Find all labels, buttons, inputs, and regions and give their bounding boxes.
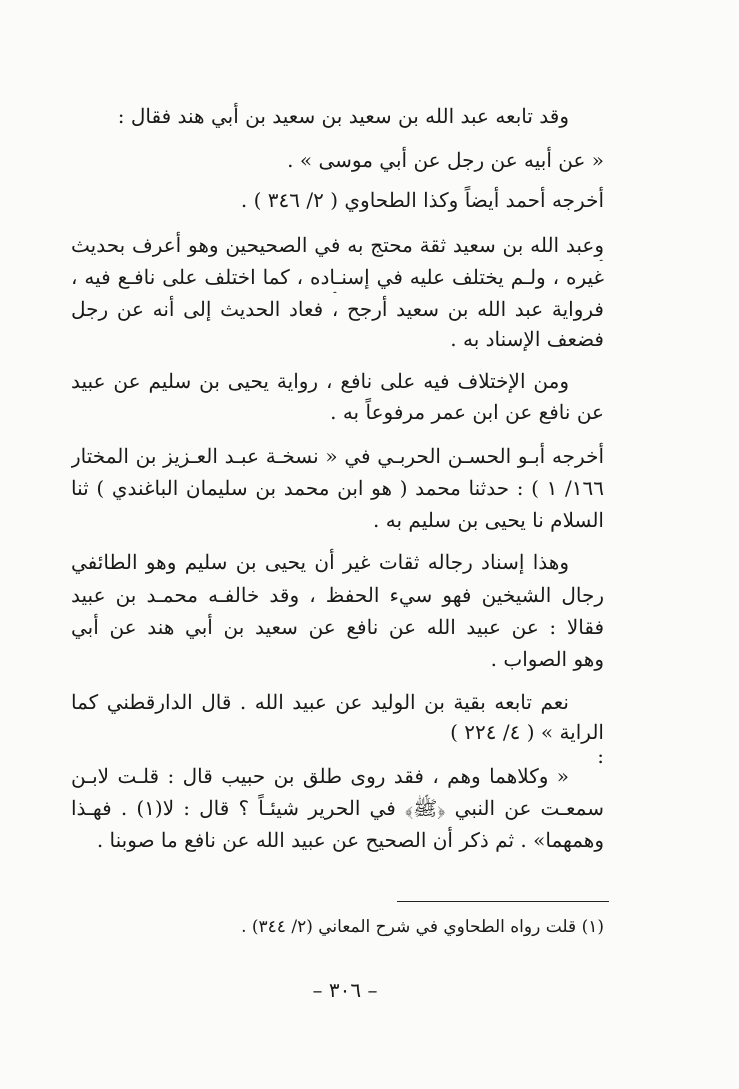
text-line: ومن الإختلاف فيه على نافع ، رواية يحيى بن سليم عن عبيد <box>71 369 569 393</box>
text-line: سمعـت عن النبي ﴿ﷺ﴾ في الحرير شيئـاً ؟ قال : لا(١) . فهـذا <box>71 796 604 820</box>
text-line: ١٦٦/ ١ ) : حدثنا محمد ( هو ابن محمد بن سليمان الباغندي ) ثنا <box>71 476 604 500</box>
text-line: أخرجه أحمد أيضاً وكذا الطحاوي ( ٢/ ٣٤٦ ) . <box>240 188 604 212</box>
footnote: (١) قلت رواه الطحاوي في شرح المعاني (٢/ ٣٤٤) . <box>241 917 604 937</box>
text-line: « وكلاهما وهم ، فقد روى طلق بن حبيب قال : قلـت لابـن <box>71 764 569 788</box>
text-line: وقد تابعه عبد الله بن سعيد بن سعيد بن أبي هند فقال : <box>117 104 569 128</box>
text-line: عن نافع عن ابن عمر مرفوعاً به . <box>330 400 604 424</box>
text-line: غيره ، ولـم يختلف عليه في إسنـاده ، كما اختلف على نافـع فيه ، <box>71 265 604 289</box>
text-line: نعم تابعه بقية بن الوليد عن عبيد الله . قال الدارقطني كما <box>71 690 569 714</box>
page-number: – ٣٠٦ – <box>312 978 378 1002</box>
text-line: وعبد الله بن سعيد ثقة محتج به في الصحيحين وهو أعرف بحديث <box>71 233 604 257</box>
text-line: وهمهما» . ثم ذكر أن الصحيح عن عبيد الله عن نافع ما صوبنا . <box>96 828 604 852</box>
text-line: فضعف الإسناد به . <box>450 327 604 351</box>
text-line: أخرجه أبـو الحسـن الحربـي في « نسخـة عبـد العـزيز بن المختار <box>71 444 604 468</box>
text-line: « عن أبيه عن رجل عن أبي موسى » . <box>287 148 604 172</box>
text-line: : <box>597 744 604 768</box>
text-line: الراية » ( ٤/ ٢٢٤ ) <box>450 720 604 744</box>
text-line: وهو الصواب . <box>490 647 604 671</box>
footnote-separator <box>397 901 609 902</box>
text-line: فقالا : عن عبيد الله عن نافع عن سعيد بن أبي هند عن أبي <box>71 615 604 639</box>
text-line: فرواية عبد الله بن سعيد أرجح ، فعاد الحديث إلى أنه عن رجل <box>71 297 604 321</box>
text-line: وهذا إسناد رجاله ثقات غير أن يحيى بن سليم وهو الطائفي <box>71 550 569 574</box>
text-line: رجال الشيخين فهو سيء الحفظ ، وقد خالفـه محمـد بن عبيد <box>71 583 604 607</box>
text-line: السلام نا يحيى بن سليم به . <box>373 508 604 532</box>
